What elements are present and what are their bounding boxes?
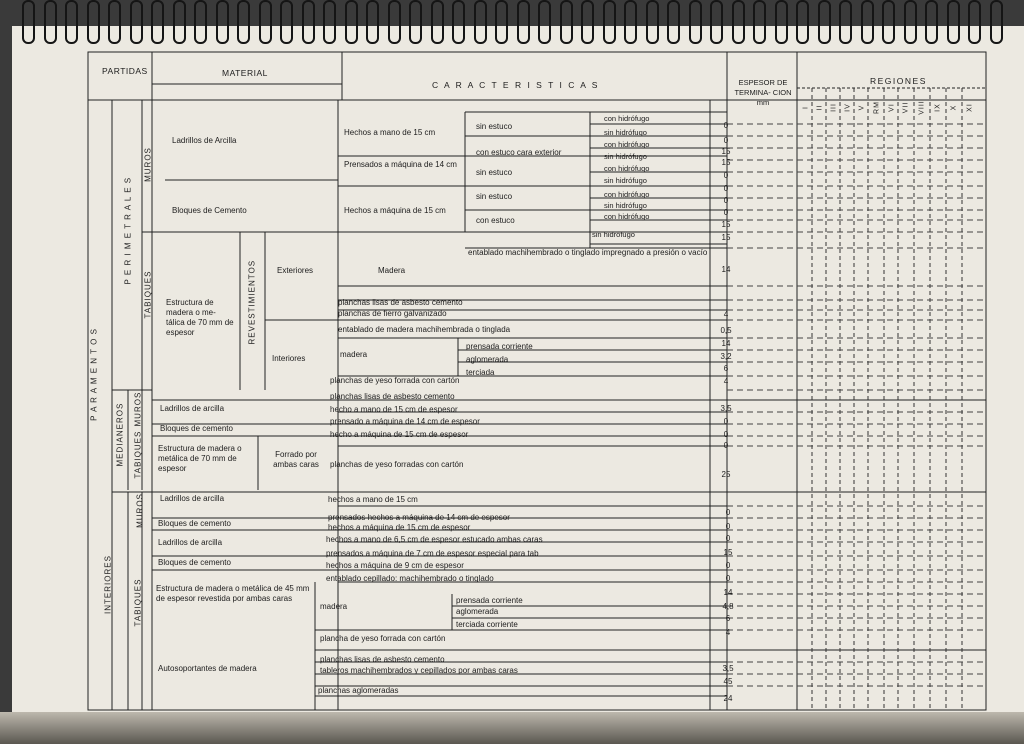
label-muros: MUROS bbox=[135, 493, 145, 528]
char-cell: planchas de yeso forrada con cartón bbox=[330, 376, 460, 385]
label-paramentos: P A R A M E N T O S bbox=[89, 328, 99, 421]
region-column-label: VI bbox=[888, 103, 896, 112]
espesor-value: 0 bbox=[723, 417, 729, 426]
material-cell: Bloques de cemento bbox=[158, 519, 231, 528]
espesor-value: 0 bbox=[723, 208, 729, 217]
char-cell: con hidrófugo bbox=[604, 114, 650, 123]
header-regiones: REGIONES bbox=[870, 76, 927, 86]
region-column-label: X bbox=[950, 104, 958, 111]
char-cell: con hidrófugo bbox=[604, 164, 650, 173]
header-material: MATERIAL bbox=[222, 68, 268, 78]
material-cell: madera bbox=[340, 350, 368, 359]
label-muros: MUROS bbox=[133, 391, 143, 427]
espesor-value: 0 bbox=[723, 441, 729, 450]
char-cell: sin hidrófugo bbox=[592, 230, 635, 239]
char-cell: terciada bbox=[466, 368, 495, 377]
char-cell: prensado a máquina de 14 cm de espesor bbox=[330, 417, 480, 426]
char-cell: planchas lisas de asbesto cemento bbox=[338, 298, 463, 307]
espesor-value: 45 bbox=[723, 677, 733, 686]
espesor-value: 4,8 bbox=[722, 602, 734, 611]
label-tabiques: TABIQUES bbox=[133, 578, 143, 627]
espesor-value: 0 bbox=[725, 574, 731, 583]
char-cell: sin hidrófugo bbox=[604, 152, 647, 161]
espesor-value: 6 bbox=[725, 614, 731, 623]
char-cell: hechos a mano de 6,5 cm de espesor estucado ambas caras bbox=[326, 535, 543, 544]
region-column-label: I bbox=[802, 106, 810, 109]
char-cell: hechos a máquina de 9 cm de espesor bbox=[326, 561, 464, 570]
label-tabiques: TABIQUES bbox=[143, 270, 153, 319]
espesor-value: 0 bbox=[725, 561, 731, 570]
char-cell: con hidrófugo bbox=[604, 140, 650, 149]
region-column-label: VIII bbox=[918, 100, 926, 115]
char-cell: hecho a máquina de 15 cm de espesor bbox=[330, 430, 469, 439]
material-cell: Bloques de cemento bbox=[158, 558, 231, 567]
region-column-label: IX bbox=[934, 103, 942, 112]
label-perimetrales: P E R I M E T R A L E S bbox=[123, 176, 133, 285]
espesor-value: 3,2 bbox=[720, 352, 732, 361]
espesor-value: 0 bbox=[723, 196, 729, 205]
material-cell: Estructura de madera o metálica de 70 mm de espesor bbox=[158, 444, 242, 473]
espesor-value: 0 bbox=[723, 121, 729, 130]
espesor-value: 15 bbox=[723, 548, 733, 557]
espesor-value: 15 bbox=[721, 220, 731, 229]
char-cell: Hechos a mano de 15 cm bbox=[344, 128, 436, 137]
material-cell: Madera bbox=[378, 266, 406, 275]
char-cell: sin hidrófugo bbox=[604, 128, 647, 137]
material-cell: Ladrillos de Arcilla bbox=[172, 136, 237, 145]
char-cell: con estuco cara exterior bbox=[476, 148, 562, 157]
material-cell: Bloques de Cemento bbox=[172, 206, 247, 215]
char-cell: sin estuco bbox=[476, 122, 513, 131]
label-muros: MUROS bbox=[143, 147, 153, 182]
espesor-value: 14 bbox=[721, 265, 731, 274]
espesor-value: 0 bbox=[723, 136, 729, 145]
region-column-label: III bbox=[830, 103, 838, 112]
char-cell: Prensados a máquina de 14 cm bbox=[344, 160, 457, 169]
char-cell: Hechos a máquina de 15 cm bbox=[344, 206, 446, 215]
material-cell: Bloques de cemento bbox=[160, 424, 233, 433]
region-column-label: RM bbox=[873, 101, 881, 114]
espesor-value: 15 bbox=[721, 233, 731, 242]
espesor-value: 25 bbox=[721, 470, 731, 479]
espesor-value: 6 bbox=[723, 364, 729, 373]
espesor-value: 3,5 bbox=[720, 404, 732, 413]
char-cell: sin estuco bbox=[476, 192, 513, 201]
char-cell: planchas aglomeradas bbox=[318, 686, 399, 695]
char-cell: entablado machihembrado o tinglado impregnado a presión o vacío bbox=[468, 248, 708, 257]
char-cell: con hidrófugo bbox=[604, 190, 650, 199]
material-cell: Ladrillos de arcilla bbox=[160, 494, 225, 503]
char-cell: con hidrófugo bbox=[604, 212, 650, 221]
char-cell: hechos a máquina de 15 cm de espesor bbox=[328, 523, 471, 532]
char-cell: hechos a mano de 15 cm bbox=[328, 495, 418, 504]
char-cell: planchas de yeso forradas con cartón bbox=[330, 460, 464, 469]
char-cell: sin hidrófugo bbox=[604, 201, 647, 210]
material-cell: Estructura de madera o me- tálica de 70 mm de espesor bbox=[166, 298, 234, 337]
char-cell: prensados a máquina de 7 cm de espesor especial para tab bbox=[326, 549, 539, 558]
char-cell: terciada corriente bbox=[456, 620, 518, 629]
label-medianeros: MEDIANEROS bbox=[115, 402, 125, 467]
region-column-label: VII bbox=[902, 101, 910, 114]
espesor-value: 0 bbox=[723, 184, 729, 193]
char-cell: prensada corriente bbox=[456, 596, 523, 605]
header-espesor: ESPESOR DE TERMINA- CION mm bbox=[734, 78, 792, 107]
char-cell: hecho a mano de 15 cm de espesor bbox=[330, 405, 458, 414]
char-cell: sin hidrófugo bbox=[604, 176, 647, 185]
region-column-label: IV bbox=[844, 103, 852, 112]
espesor-value: 0,5 bbox=[720, 326, 732, 335]
char-cell: aglomerada bbox=[466, 355, 509, 364]
char-cell: prensada corriente bbox=[466, 342, 533, 351]
material-cell: Estructura de madera o metálica de 45 mm de espesor revestida por ambas caras bbox=[156, 584, 310, 603]
material-cell: Ladrillos de arcilla bbox=[160, 404, 225, 413]
material-cell: Interiores bbox=[272, 354, 306, 363]
material-cell: Forrado por ambas caras bbox=[273, 450, 319, 469]
char-cell: aglomerada bbox=[456, 607, 499, 616]
espesor-value: 4 bbox=[725, 628, 731, 637]
espesor-value: 3,5 bbox=[722, 664, 734, 673]
label-interiores: INTERIORES bbox=[103, 555, 113, 614]
espesor-value: 0 bbox=[723, 430, 729, 439]
espesor-value: 0 bbox=[725, 522, 731, 531]
header-partidas: PARTIDAS bbox=[102, 66, 148, 76]
espesor-value: 24 bbox=[723, 694, 733, 703]
material-cell: madera bbox=[320, 602, 348, 611]
region-column-label: XI bbox=[966, 103, 974, 112]
char-cell: plancha de yeso forrada con cartón bbox=[320, 634, 446, 643]
char-cell: entablado de madera machihembrada o tinglada bbox=[338, 325, 511, 334]
char-cell: planchas lisas de asbesto cemento bbox=[330, 392, 455, 401]
espesor-value: 15 bbox=[721, 147, 731, 156]
material-cell: Exteriores bbox=[277, 266, 314, 275]
region-column-label: II bbox=[816, 104, 824, 111]
label-revestimientos: REVESTIMIENTOS bbox=[247, 259, 257, 345]
espesor-value: 15 bbox=[721, 158, 731, 167]
region-column-label: V bbox=[858, 104, 866, 111]
espesor-value: 0 bbox=[723, 171, 729, 180]
espesor-value: 0 bbox=[725, 534, 731, 543]
material-cell: Autosoportantes de madera bbox=[158, 664, 257, 673]
espesor-value: 14 bbox=[721, 339, 731, 348]
char-cell: planchas de fierro galvanizado bbox=[338, 309, 447, 318]
char-cell: prensados hechos a máquina de 14 cm de espesor bbox=[328, 513, 510, 522]
espesor-value: 4 bbox=[723, 377, 729, 386]
header-caracteristicas: C A R A C T E R I S T I C A S bbox=[432, 80, 600, 90]
espesor-value: 4 bbox=[723, 310, 729, 319]
espesor-value: 14 bbox=[723, 588, 733, 597]
char-cell: con estuco bbox=[476, 216, 515, 225]
label-tabiques: TABIQUES bbox=[133, 430, 143, 479]
char-cell: planchas lisas de asbesto cemento bbox=[320, 655, 445, 664]
char-cell: sin estuco bbox=[476, 168, 513, 177]
char-cell: entablado cepillado: machihembrado o tinglado bbox=[326, 574, 494, 583]
espesor-value: 0 bbox=[725, 508, 731, 517]
page-edge bbox=[0, 712, 1024, 744]
material-cell: Ladrillos de arcilla bbox=[158, 538, 223, 547]
char-cell: tableros machihembrados y cepillados por ambas caras bbox=[320, 666, 518, 675]
